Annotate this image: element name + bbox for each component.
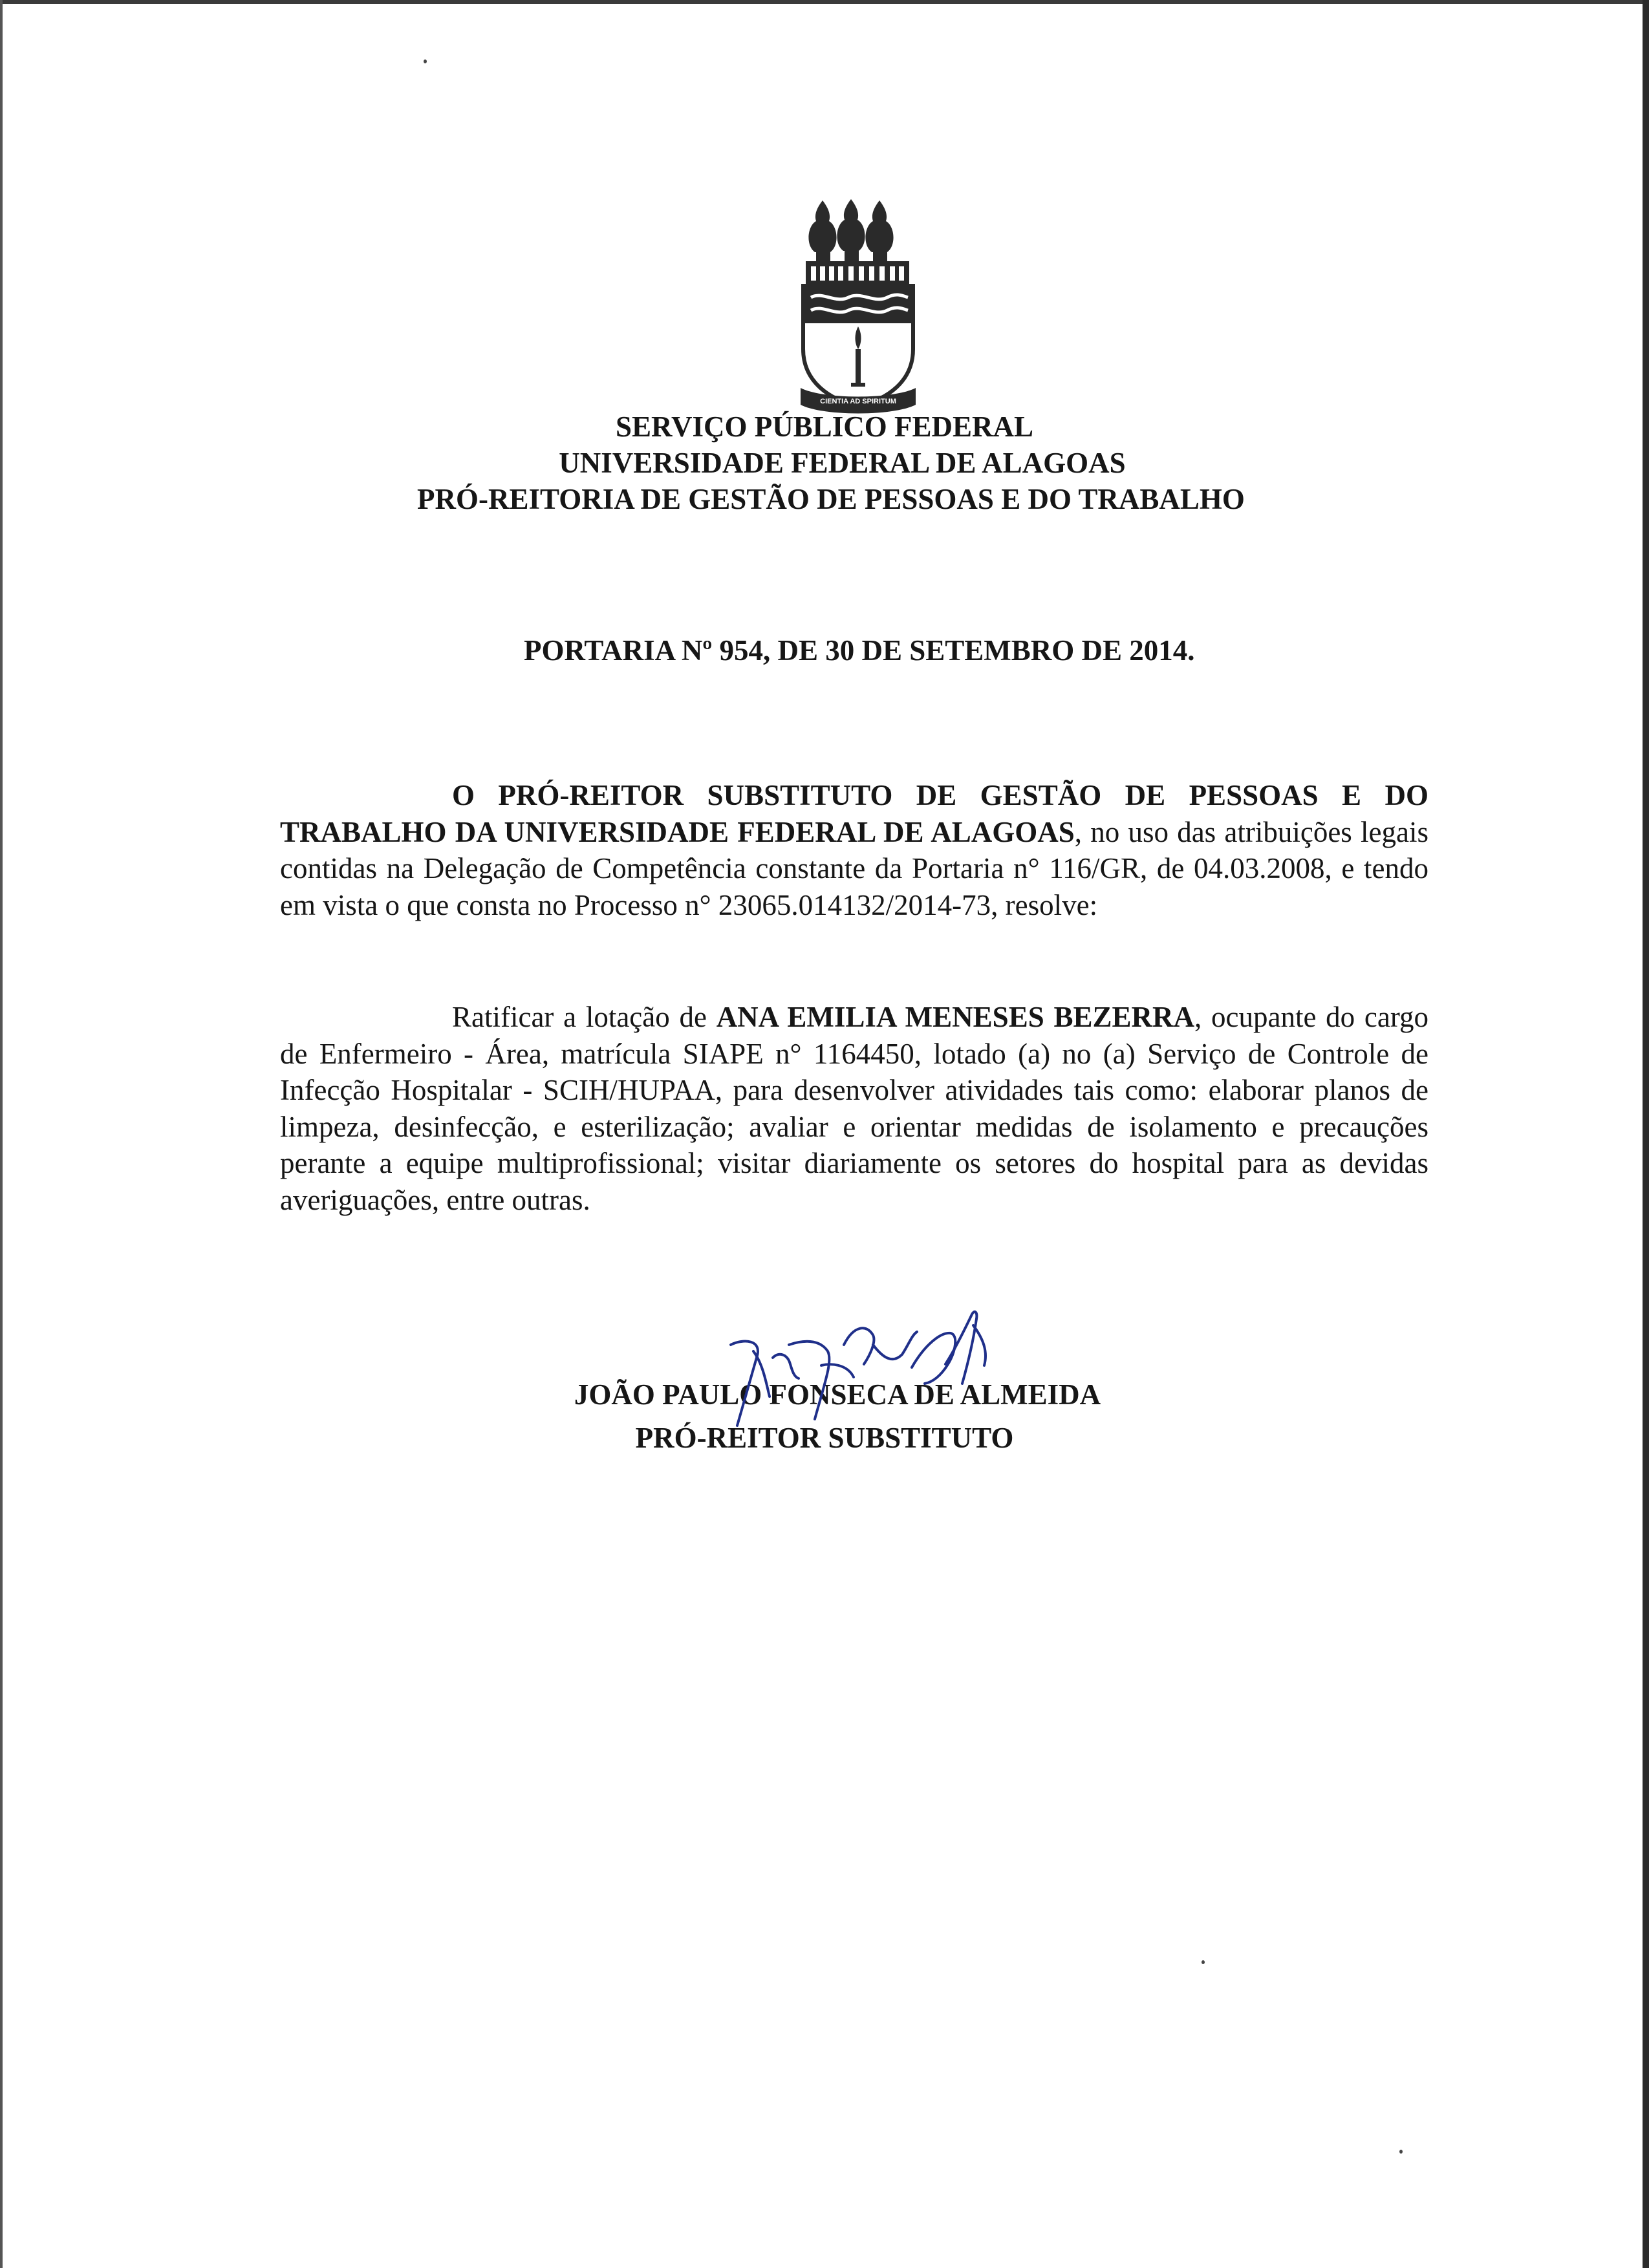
header-service-line: SERVIÇO PÚBLICO FEDERAL <box>615 411 1034 443</box>
paragraph-1-text: , no uso das atribuições legais contidas na Delegação de Competência constante da Portaria n° 116/GR, de 04.03.2008, e tendo em vista o que consta no Processo n° 23065.014132/2014-73, resolve: <box>280 815 1428 921</box>
handwritten-signature <box>718 1306 1002 1429</box>
scan-speck <box>1202 1960 1205 1964</box>
scan-speck <box>424 59 427 63</box>
paragraph-2-lead: Ratificar a lotação de <box>452 1001 717 1033</box>
employee-name: ANA EMILIA MENESES BEZERRA <box>716 1001 1195 1033</box>
issuer-text: O PRÓ-REITOR SUBSTITUTO DE GESTÃO DE PESSOAS E DO TRABALHO DA UNIVERSIDADE FEDERAL DE ALAGOAS <box>280 779 1428 848</box>
university-crest-icon <box>797 194 920 414</box>
crest-motto: CIENTIA AD SPIRITUM <box>820 398 896 405</box>
signatory-role: PRÓ-REITOR SUBSTITUTO <box>635 1422 1014 1454</box>
scan-speck <box>1399 2150 1403 2154</box>
scan-border-top <box>0 0 1649 4</box>
body-paragraph-2 <box>280 999 1428 1218</box>
scan-border-right <box>1643 0 1649 2268</box>
header-university-line: UNIVERSIDADE FEDERAL DE ALAGOAS <box>559 447 1126 479</box>
header-department-line: PRÓ-REITORIA DE GESTÃO DE PESSOAS E DO TRABALHO <box>417 483 1245 515</box>
paragraph-2-text: , ocupante do cargo de Enfermeiro - Área, matrícula SIAPE n° 1164450, lotado (a) no (a) Serviço de Controle de Infecção Hospitalar - SCIH/HUPAA, para desenvolver atividades tais como: elaborar planos de limpeza, desinfecção, e esterilização; avaliar e orientar medidas de isolamento e precauções perante a equipe multiprofissional; visitar diariamente os setores do hospital para as devidas averiguações, entre outras. <box>280 1001 1428 1216</box>
signatory-name: JOÃO PAULO FONSECA DE ALMEIDA <box>574 1378 1101 1411</box>
body-paragraph-1 <box>280 777 1428 923</box>
portaria-title: PORTARIA Nº 954, DE 30 DE SETEMBRO DE 2014. <box>524 634 1195 667</box>
scan-border-left <box>0 0 3 2268</box>
document-header <box>0 409 1649 517</box>
